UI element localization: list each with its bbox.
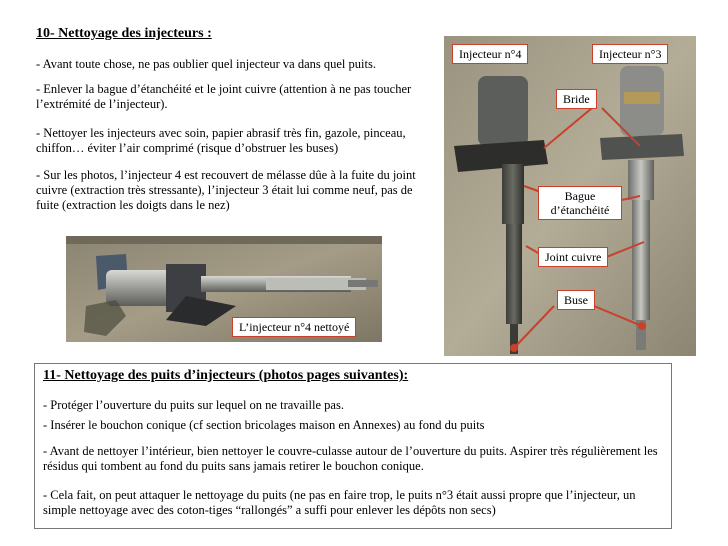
caption-injector-4-cleaned: L’injecteur n°4 nettoyé	[232, 317, 356, 337]
section-10-title: 10- Nettoyage des injecteurs :	[36, 26, 212, 41]
label-injector-4: Injecteur n°4	[452, 44, 528, 64]
section-11-para-2: - Insérer le bouchon conique (cf section bricolages maison en Annexes) au fond du puits	[43, 418, 485, 432]
label-injector-3: Injecteur n°3	[592, 44, 668, 64]
section-10-para-3: - Nettoyer les injecteurs avec soin, papier abrasif très fin, gazole, pinceau, chiffon… éviter l’air comprimé (risque d’obstruer les buses)	[36, 126, 406, 155]
label-buse: Buse	[557, 290, 595, 310]
label-joint-cuivre: Joint cuivre	[538, 247, 608, 267]
section-11-title: 11- Nettoyage des puits d’injecteurs (photos pages suivantes):	[43, 368, 409, 383]
section-11-para-4: - Cela fait, on peut attaquer le nettoyage du puits (ne pas en faire trop, le puits n°3 était aussi propre que l’injecteur, un simple nettoyage avec des coton-tiges “rallongés” a suffi pour enlever les dépôts non secs)	[43, 488, 636, 517]
section-11-box	[34, 363, 672, 529]
section-11-para-1: - Protéger l’ouverture du puits sur lequel on ne travaille pas.	[43, 398, 344, 412]
label-bague-etancheite: Bague d’étanchéité	[538, 186, 622, 220]
section-11-para-3: - Avant de nettoyer l’intérieur, bien nettoyer le couvre-culasse autour de l’ouverture du puits. Aspirer très régulièrement les résidus qui tombent au fond du puits sans jamais retirer le bouchon conique.	[43, 444, 658, 473]
section-10-para-2: - Enlever la bague d’étanchéité et le joint cuivre (attention à ne pas toucher l’extrémité de l’injecteur).	[36, 82, 412, 111]
section-10-para-1: - Avant toute chose, ne pas oublier quel injecteur va dans quel puits.	[36, 57, 376, 71]
label-bride: Bride	[556, 89, 597, 109]
section-10-para-4: - Sur les photos, l’injecteur 4 est recouvert de mélasse dûe à la fuite du joint cuivre (extraction très stressante), l’injecteur 3 était lui comme neuf, pas de fuite (extraction les doigts dans le nez)	[36, 168, 416, 212]
